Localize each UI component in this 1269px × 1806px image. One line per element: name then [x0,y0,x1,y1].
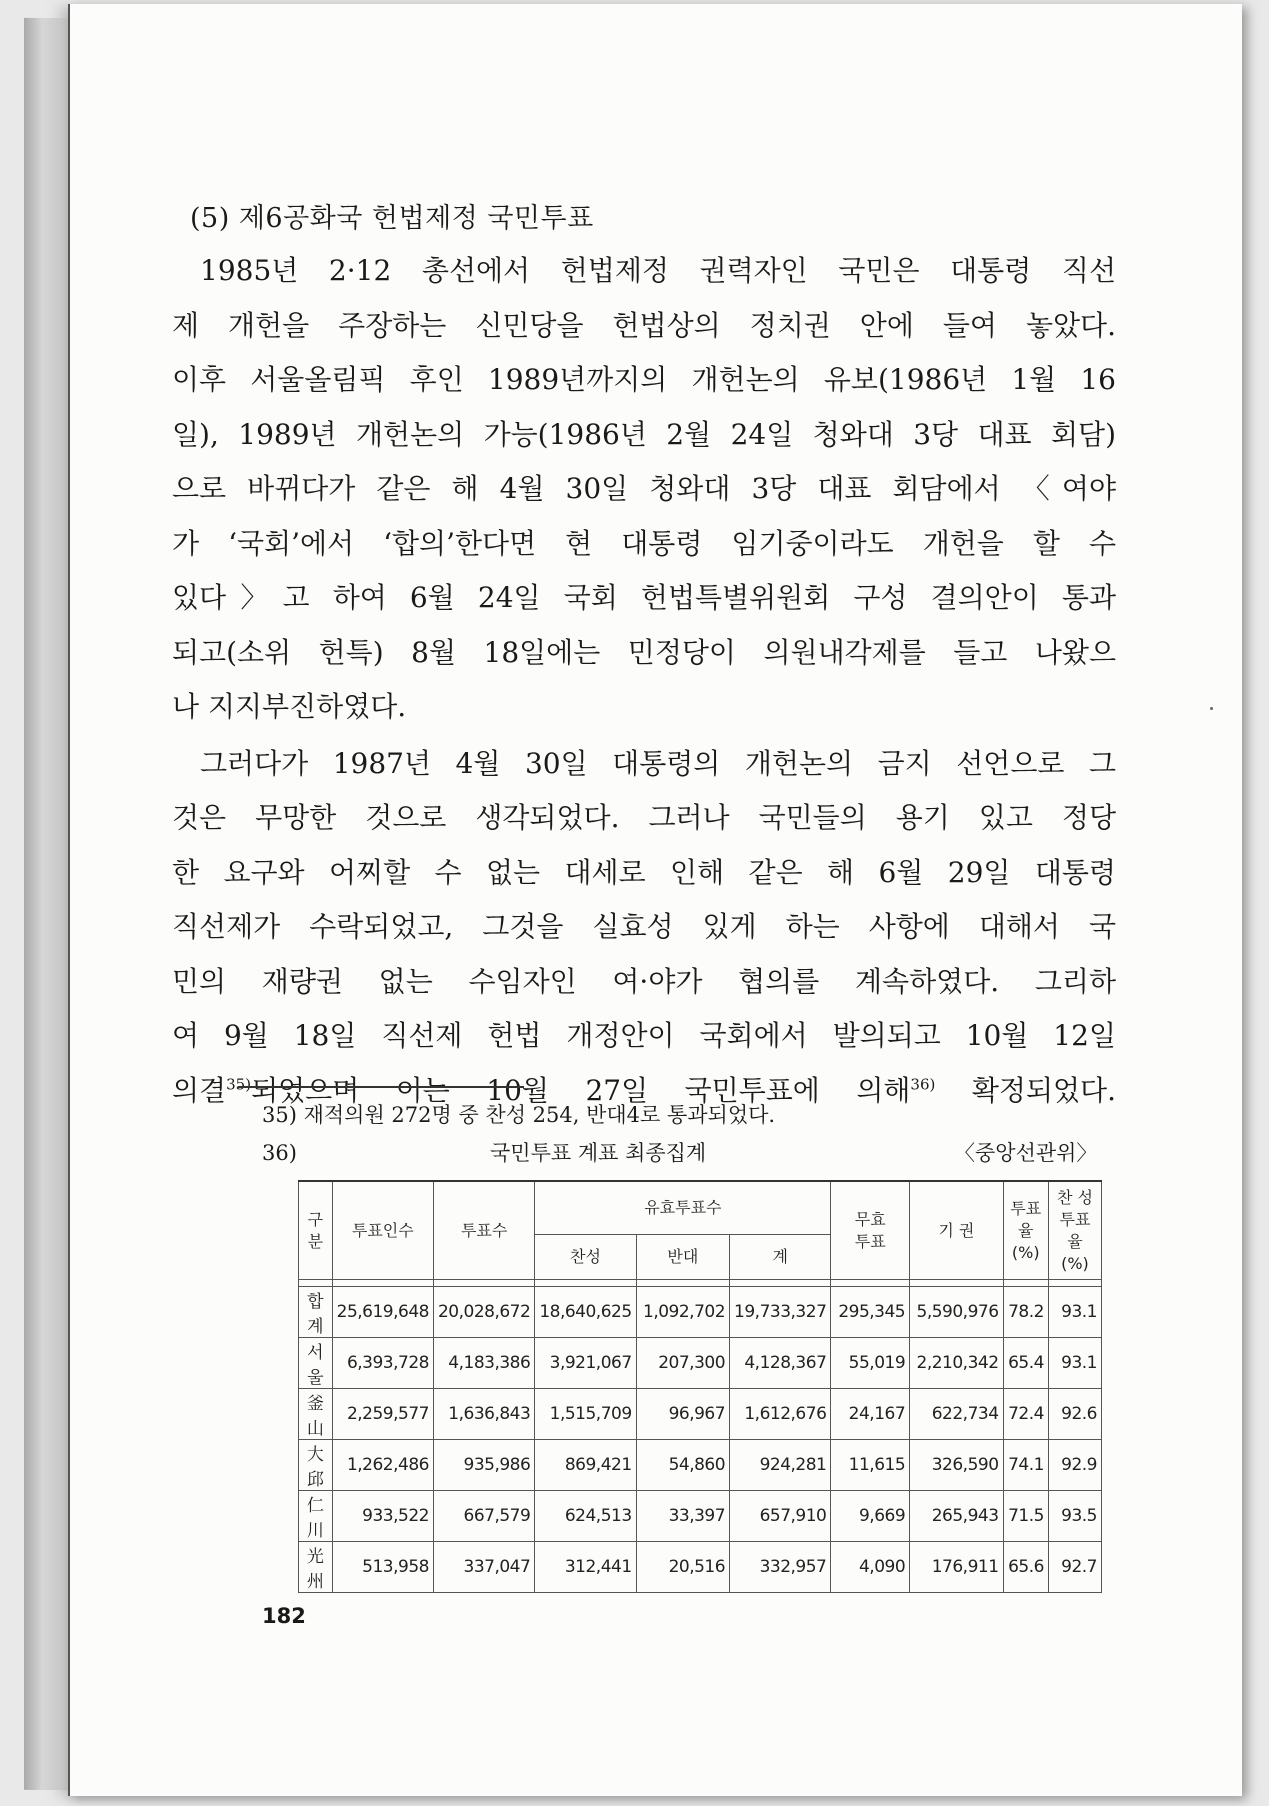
text-line: 나 지지부진하였다. [172,690,407,723]
cell-no: 20,516 [636,1542,729,1593]
cell-turnout: 65.4 [1003,1338,1048,1389]
cell-approval: 93.5 [1048,1491,1101,1542]
cell-total: 1,612,676 [730,1389,831,1440]
cell-yes: 624,513 [535,1491,636,1542]
cell-invalid: 4,090 [831,1542,910,1593]
cell-total: 19,733,327 [730,1287,831,1338]
cell-abstain: 2,210,342 [910,1338,1003,1389]
cell-region: 釜山 [299,1389,333,1440]
header-turnout: 투표 율 (%) [1003,1181,1048,1280]
cell-eligible: 2,259,577 [332,1389,433,1440]
text-line: 그러다가 1987년 4월 30일 대통령의 개헌논의 금지 선언으로 그 [200,746,1116,780]
header-yes: 찬성 [535,1235,636,1280]
cell-no: 207,300 [636,1338,729,1389]
text-line: 것은 무망한 것으로 생각되었다. 그러나 국민들의 용기 있고 정당 [172,801,1116,834]
text-line: 일), 1989년 개헌논의 가능(1986년 2월 24일 청와대 3당 대표 회담) [172,417,1116,451]
cell-voters: 667,579 [433,1491,534,1542]
header-valid-votes: 유효투표수 [535,1181,831,1235]
footnote-36-number: 36) [262,1141,297,1165]
cell-no: 1,092,702 [636,1287,729,1338]
paragraph-1 [172,244,1116,735]
text-fragment: 확정되었다. [935,1073,1116,1107]
body-text [172,198,1116,1118]
table-row [299,1287,1102,1338]
table-row [299,1542,1102,1593]
cell-invalid: 11,615 [831,1440,910,1491]
section-heading: (5) 제6공화국 헌법제정 국민투표 [190,203,594,234]
cell-voters: 337,047 [433,1542,534,1593]
text-line: 제 개헌을 주장하는 신민당을 헌법상의 정치권 안에 들여 놓았다. [172,308,1116,342]
cell-total: 924,281 [730,1440,831,1491]
cell-eligible: 513,958 [332,1542,433,1593]
table-separator [299,1280,1102,1287]
text-line: 여 9월 18일 직선제 헌법 개정안이 국회에서 발의되고 10월 12일 [172,1019,1116,1052]
header-region: 구분 [299,1181,333,1280]
cell-invalid: 295,345 [831,1287,910,1338]
cell-invalid: 24,167 [831,1389,910,1440]
cell-region: 仁川 [299,1491,333,1542]
cell-turnout: 72.4 [1003,1389,1048,1440]
table-row [299,1491,1102,1542]
text-line: 민의 재량권 없는 수임자인 여·야가 협의를 계속하였다. 그리하 [172,964,1116,998]
text-fragment: 되었으며 이는 10월 27일 국민투표에 의해 [251,1073,911,1107]
table-row [299,1338,1102,1389]
cell-region: 光州 [299,1542,333,1593]
cell-invalid: 9,669 [831,1491,910,1542]
referendum-results-table [298,1180,1102,1593]
cell-turnout: 71.5 [1003,1491,1048,1542]
table-row [299,1440,1102,1491]
paragraph-2 [172,737,1116,1119]
cell-abstain: 5,590,976 [910,1287,1003,1338]
table-source: 〈중앙선관위〉 [954,1141,1098,1165]
text-line: 한 요구와 어찌할 수 없는 대세로 인해 같은 해 6월 29일 대통령 [172,855,1116,889]
cell-region: 서울 [299,1338,333,1389]
footnote-35: 35) 재적의원 272명 중 찬성 254, 반대4로 통과되었다. [262,1103,776,1127]
cell-approval: 92.7 [1048,1542,1101,1593]
header-eligible: 투표인수 [332,1181,433,1280]
cell-approval: 93.1 [1048,1287,1101,1338]
cell-voters: 20,028,672 [433,1287,534,1338]
cell-total: 657,910 [730,1491,831,1542]
cell-yes: 1,515,709 [535,1389,636,1440]
table-row [299,1389,1102,1440]
cell-abstain: 265,943 [910,1491,1003,1542]
cell-abstain: 176,911 [910,1542,1003,1593]
cell-yes: 312,441 [535,1542,636,1593]
table-title: 국민투표 계표 최종집계 [490,1141,707,1165]
footnote-ref-35[interactable]: 35) [226,1075,252,1094]
cell-approval: 93.1 [1048,1338,1101,1389]
text-line: 직선제가 수락되었고, 그것을 실효성 있게 하는 사항에 대해서 국 [172,910,1116,943]
header-approval: 찬 성 투표율 (%) [1048,1181,1101,1280]
text-fragment: 의결 [172,1073,227,1107]
text-line: 가 ‘국회’에서 ‘합의’한다면 현 대통령 임기중이라도 개헌을 할 수 [172,526,1116,560]
page-stack-edge [24,18,71,1790]
text-line: 이후 서울올림픽 후인 1989년까지의 개헌논의 유보(1986년 1월 16 [172,363,1116,396]
page-number: 182 [262,1604,306,1628]
text-line: 되고(소위 헌특) 8월 18일에는 민정당이 의원내각제를 들고 나왔으 [172,635,1116,669]
cell-total: 4,128,367 [730,1338,831,1389]
cell-approval: 92.9 [1048,1440,1101,1491]
cell-no: 54,860 [636,1440,729,1491]
cell-yes: 869,421 [535,1440,636,1491]
text-line: 1985년 2·12 총선에서 헌법제정 권력자인 국민은 대통령 직선 [200,254,1116,287]
cell-abstain: 326,590 [910,1440,1003,1491]
footnote-ref-36[interactable]: 36) [910,1075,936,1094]
text-line: 있다〉고 하여 6월 24일 국회 헌법특별위원회 구성 결의안이 통과 [172,581,1116,614]
cell-total: 332,957 [730,1542,831,1593]
cell-eligible: 933,522 [332,1491,433,1542]
cell-no: 33,397 [636,1491,729,1542]
header-abstain: 기 권 [910,1181,1003,1280]
cell-eligible: 25,619,648 [332,1287,433,1338]
cell-region: 합계 [299,1287,333,1338]
cell-region: 大邱 [299,1440,333,1491]
header-voters: 투표수 [433,1181,534,1280]
cell-eligible: 1,262,486 [332,1440,433,1491]
text-line: 으로 바뀌다가 같은 해 4월 30일 청와대 3당 대표 회담에서 〈여야 [172,472,1116,505]
cell-no: 96,967 [636,1389,729,1440]
cell-turnout: 78.2 [1003,1287,1048,1338]
speck [1210,707,1213,710]
cell-approval: 92.6 [1048,1389,1101,1440]
header-invalid: 무효 투표 [831,1181,910,1280]
header-total: 계 [730,1235,831,1280]
footnote-divider [238,1086,524,1088]
cell-voters: 4,183,386 [433,1338,534,1389]
cell-turnout: 65.6 [1003,1542,1048,1593]
cell-abstain: 622,734 [910,1389,1003,1440]
table-body [299,1287,1102,1593]
cell-eligible: 6,393,728 [332,1338,433,1389]
cell-voters: 1,636,843 [433,1389,534,1440]
cell-yes: 3,921,067 [535,1338,636,1389]
cell-yes: 18,640,625 [535,1287,636,1338]
cell-voters: 935,986 [433,1440,534,1491]
cell-turnout: 74.1 [1003,1440,1048,1491]
header-no: 반대 [636,1235,729,1280]
cell-invalid: 55,019 [831,1338,910,1389]
